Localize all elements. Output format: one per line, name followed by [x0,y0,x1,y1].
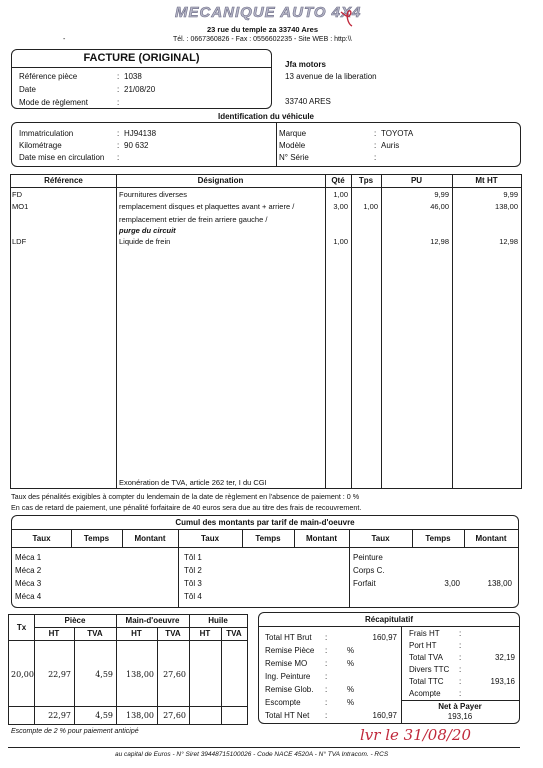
line-qte: 1,00 [333,237,348,246]
recap-label: Ing. Peinture [265,672,311,681]
recap-label: Remise Pièce [265,646,315,655]
recap-sep: : [325,711,328,720]
forfait-montant: 138,00 [487,579,512,588]
recap-label: Remise MO [265,659,308,668]
cumul-header: Taux [200,534,220,543]
vehicle-serie-label: N° Série [279,153,309,162]
vehicle-km-label: Kilométrage [19,141,62,150]
penalty-note-1: Taux des pénalités exigibles à compter du lendemain de la date de règlement en l'absence de paiement : 0 % [11,492,360,501]
labour-summary-table [11,515,519,608]
recap-sep: : [325,672,328,681]
line-pu: 46,00 [430,202,449,211]
cumul-tol: Tôl 1 [184,553,202,562]
customer-street: 13 avenue de la liberation [285,72,377,81]
tva-mo-tva: 27,60 [163,670,186,679]
colon: : [117,129,120,138]
cumul-meca: Méca 2 [15,566,42,575]
legal-footer: au capital de Euros - N° Siret 39448715100026 - Code NACE 4520A - N° TVA Intracom. - RCS [115,751,389,758]
tva-header-tx: Tx [16,623,27,632]
invoice-date-label: Date [19,85,36,94]
vehicle-immat-value: HJ94138 [124,129,157,138]
tva-piece-ht: 22,97 [48,670,71,679]
recap-pct: % [347,698,355,707]
tva-total-piece-ht: 22,97 [48,711,71,720]
recap-pct: % [347,685,355,694]
line-ref: LDF [12,237,27,246]
line-tps: 1,00 [363,202,378,211]
recap-total-tva: 32,19 [494,653,515,662]
cumul-other: Peinture [353,553,383,562]
line-pu: 9,99 [434,190,449,199]
tva-piece-tva: 4,59 [95,670,113,679]
recap-sep: : [459,641,462,650]
cumul-header: Taux [371,534,390,543]
cumul-header: Temps [425,534,451,543]
invoice-ref-label: Référence pièce [19,72,78,81]
colon: : [374,129,377,138]
recap-label: Frais HT [409,629,440,638]
colon: : [117,72,120,81]
cumul-header: Montant [305,534,338,543]
tva-sub-ht: HT [131,629,142,638]
line-designation: Fournitures diverses [119,190,187,199]
tva-sub-tva: TVA [226,629,242,638]
cumul-header: Temps [255,534,281,543]
net-a-payer-value: 193,16 [447,712,473,721]
invoice-lines-table [10,174,522,489]
cumul-tol: Tôl 4 [184,592,202,601]
cumul-tol: Tôl 3 [184,579,202,588]
col-header-mt: Mt HT [475,176,498,185]
invoice-mode-label: Mode de règlement [19,98,88,107]
line-mt: 9,99 [503,190,518,199]
tva-sub-tva: TVA [87,629,103,638]
tva-total-mo-ht: 138,00 [126,711,154,720]
recap-pct: % [347,646,355,655]
escompte-note: Escompte de 2 % pour paiement anticipé [11,728,139,735]
forfait-temps: 3,00 [444,579,460,588]
cumul-meca: Méca 3 [15,579,42,588]
exoneration-note: Exonération de TVA, article 262 ter, I du CGI [119,478,267,487]
line-qte: 1,00 [333,190,348,199]
colon: : [374,153,377,162]
recap-label: Remise Glob. [265,685,314,694]
line-qte: 3,00 [333,202,348,211]
vehicle-info-box [11,122,521,167]
recap-sep: : [459,629,462,638]
recap-label: Escompte [265,698,301,707]
header-dash: - [63,36,66,43]
vehicle-marque-label: Marque [279,129,307,138]
line-ref: MO1 [12,202,29,211]
tva-header-piece: Pièce [64,616,86,625]
vehicle-section-title: Identification du véhicule [217,112,314,121]
colon: : [117,98,120,107]
line-designation: Liquide de frein [119,237,171,246]
line-designation: remplacement etrier de frein arriere gauche / [119,215,268,224]
vat-breakdown-table [8,614,248,725]
recap-sep: : [325,633,328,642]
recap-sep: : [459,689,462,698]
col-header-qte: Qté [331,176,345,185]
recap-sep: : [459,653,462,662]
col-header-pu: PU [410,176,423,185]
company-contact: Tél. : 0667360826 - Fax : 0556602235 - Site WEB : http:\\ [173,36,352,43]
recap-label: Total TVA [409,653,443,662]
invoice-title: FACTURE (ORIGINAL) [83,52,200,64]
customer-name: Jfa motors [285,60,326,69]
vehicle-modele-label: Modèle [279,141,306,150]
recap-label: Total TTC [409,677,444,686]
recap-sep: : [325,646,328,655]
colon: : [117,85,120,94]
company-address: 23 rue du temple za 33740 Ares [207,25,319,34]
recap-sep: : [325,659,328,668]
cumul-header: Temps [83,534,110,543]
line-designation: purge du circuit [119,226,176,235]
line-mt: 138,00 [495,202,518,211]
col-header-designation: Désignation [197,176,244,185]
invoice-date-value: 21/08/20 [124,85,156,94]
handwritten-delivery-date: lvr le 31/08/20 [360,726,472,744]
recap-label: Divers TTC [409,665,450,674]
recap-sep: : [325,698,328,707]
vehicle-marque-value: TOYOTA [381,129,414,138]
line-pu: 12,98 [430,237,449,246]
colon: : [374,141,377,150]
recap-label: Total HT Net [265,711,310,720]
cumul-meca: Méca 4 [15,592,42,601]
invoice-info-box [11,49,272,109]
tva-sub-tva: TVA [165,629,181,638]
col-header-tps: Tps [358,176,374,185]
vehicle-circ-label: Date mise en circulation [19,153,105,162]
recap-pct: % [347,659,355,668]
tva-mo-ht: 138,00 [126,670,154,679]
handwritten-mark-icon [338,6,360,28]
vehicle-immat-label: Immatriculation [19,129,74,138]
cumul-header: Taux [32,534,51,543]
cumul-header: Montant [475,534,507,543]
recap-title: Récapitulatif [364,615,413,624]
tva-header-huile: Huile [208,616,228,625]
invoice-ref-value: 1038 [124,72,142,81]
recap-box [258,612,520,724]
line-mt: 12,98 [499,237,518,246]
cumul-meca: Méca 1 [15,553,42,562]
cumul-other: Forfait [353,579,376,588]
penalty-note-2: En cas de retard de paiement, une pénalité forfaitaire de 40 euros sera due au titre des frais de recouvrement. [11,503,362,512]
tva-rate: 20,00 [11,670,34,679]
recap-sep: : [325,685,328,694]
recap-total-ht-net: 160,97 [372,711,397,720]
recap-label: Port HT [409,641,437,650]
customer-city: 33740 ARES [285,97,331,106]
vehicle-km-value: 90 632 [124,141,149,150]
recap-total-ht-brut: 160,97 [372,633,397,642]
recap-sep: : [459,677,462,686]
colon: : [117,141,120,150]
recap-total-ttc: 193,16 [490,677,515,686]
tva-sub-ht: HT [48,629,60,638]
cumul-other: Corps C. [353,566,385,575]
tva-total-piece-tva: 4,59 [95,711,113,720]
recap-label: Acompte [409,689,441,698]
vehicle-modele-value: Auris [381,141,400,150]
tva-sub-ht: HT [199,629,211,638]
recap-label: Total HT Brut [265,633,312,642]
cumul-tol: Tôl 2 [184,566,202,575]
net-a-payer-label: Net à Payer [438,702,482,711]
tva-header-mo: Main-d'oeuvre [125,616,180,625]
line-designation: remplacement disques et plaquettes avant + arriere / [119,202,295,211]
recap-sep: : [459,665,462,674]
col-header-ref: Référence [44,176,83,185]
company-name: MECANIQUE AUTO 4X4 [175,4,362,21]
colon: : [117,153,120,162]
tva-total-mo-tva: 27,60 [163,711,186,720]
cumul-header: Montant [134,534,166,543]
line-ref: FD [12,190,22,199]
labour-summary-title: Cumul des montants par tarif de main-d'oeuvre [175,518,355,527]
